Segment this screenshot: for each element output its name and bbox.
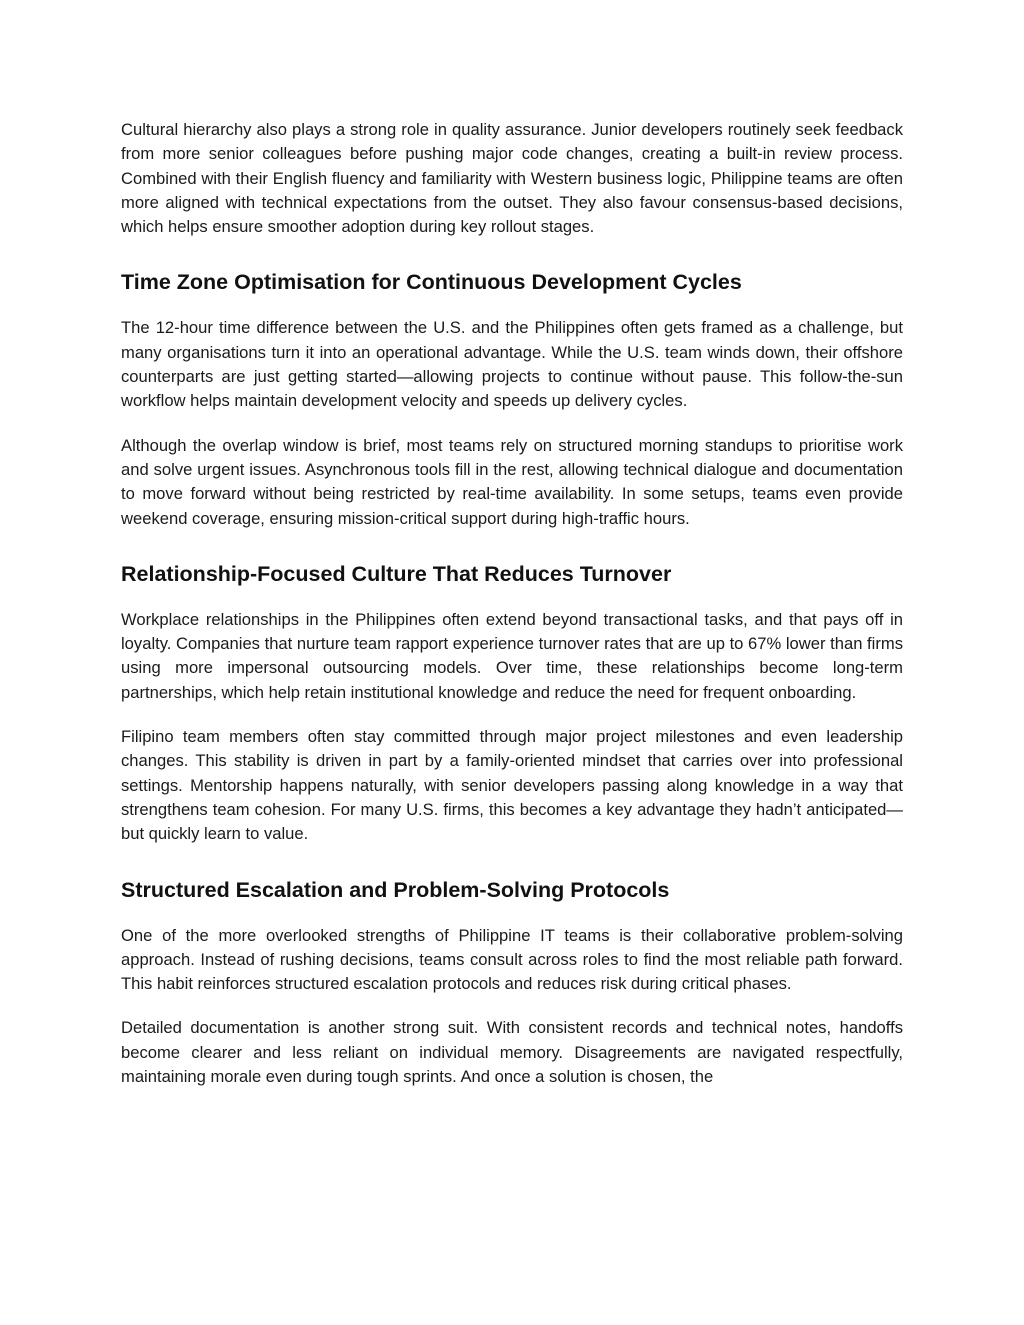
heading-time-zone-optimisation: Time Zone Optimisation for Continuous Development Cycles [121,270,742,295]
heading-structured-escalation: Structured Escalation and Problem-Solving Protocols [121,877,670,902]
heading-relationship-focused-culture: Relationship-Focused Culture That Reduces Turnover [121,561,672,586]
paragraph-detailed-documentation: Detailed documentation is another strong suit. With consistent records and technical notes, handoffs become clearer and less reliant on individual memory. Disagreements are navigated respectfully, maintaining morale even during tough sprints. And once a solution is chosen, the [121,1018,903,1087]
paragraph-workplace-relationships: Workplace relationships in the Philippines often extend beyond transactional tasks, and that pays off in loyalty. Companies that nurture team rapport experience turnover rates that are up to 67% lower than firms using more impersonal outsourcing models. Over time, these relationships become long-term partnerships, which help retain institutional knowledge and reduce the need for frequent onboarding. [121,609,903,702]
paragraph-overlap-window: Although the overlap window is brief, most teams rely on structured morning standups to prioritise work and solve urgent issues. Asynchronous tools fill in the rest, allowing technical dialogue and documentation to move forward without being restricted by real-time availability. In some setups, teams even provide weekend coverage, ensuring mission-critical support during high-traffic hours. [121,435,903,528]
paragraph-problem-solving: One of the more overlooked strengths of Philippine IT teams is their collaborative problem-solving approach. Instead of rushing decisions, teams consult across roles to find the most reliable path forward. This habit reinforces structured escalation protocols and reduces risk during critical phases. [121,925,903,994]
paragraph-cultural-hierarchy: Cultural hierarchy also plays a strong role in quality assurance. Junior developers routinely seek feedback from more senior colleagues before pushing major code changes, creating a built-in review process. Combined with their English fluency and familiarity with Western business logic, Philippine teams are often more aligned with technical expectations from the outset. They also favour consensus-based decisions, which helps ensure smoother adoption during key rollout stages. [121,120,903,237]
paragraph-time-difference: The 12-hour time difference between the U.S. and the Philippines often gets framed as a challenge, but many organisations turn it into an operational advantage. While the U.S. team winds down, their offshore counterparts are just getting started—allowing projects to continue without pause. This follow-the-sun workflow helps maintain development velocity and speeds up delivery cycles. [121,318,903,411]
paragraph-filipino-team-members: Filipino team members often stay committed through major project milestones and even leadership changes. This stability is driven in part by a family-oriented mindset that carries over into professional settings. Mentorship happens naturally, with senior developers passing along knowledge in a way that strengthens team cohesion. For many U.S. firms, this becomes a key advantage they hadn’t anticipated—but quickly learn to value. [121,727,903,844]
document-page [121,118,903,1109]
